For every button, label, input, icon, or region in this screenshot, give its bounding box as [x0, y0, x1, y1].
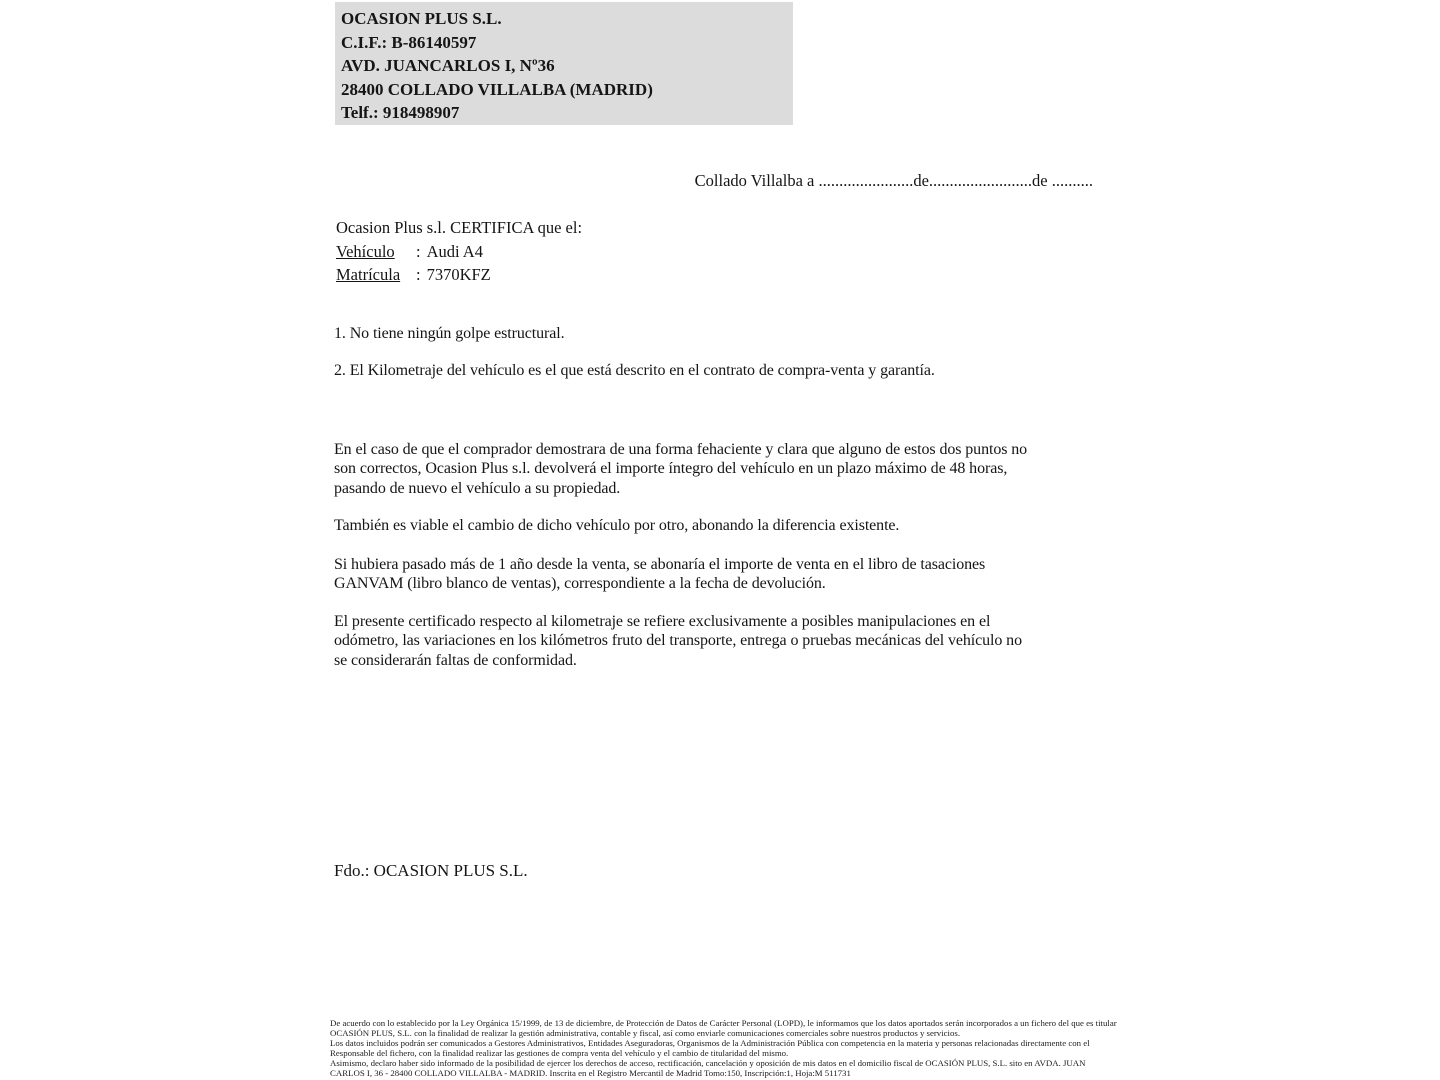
paragraph-line: GANVAM (libro blanco de ventas), correspondiente a la fecha de devolución.	[334, 575, 826, 593]
company-phone: Telf.: 918498907	[341, 103, 460, 123]
paragraph-line: En el caso de que el comprador demostrara de una forma fehaciente y clara que alguno de estos dos puntos no	[334, 441, 1028, 458]
legal-footer-line: Asimismo, declaro haber sido informado de la posibilidad de ejercer los derechos de acceso, rectificación, cancelación y oposición de mis datos en el domicilio fiscal de OCASIÓN PLUS, S.L. sito en AVDA. JUAN	[330, 1057, 1086, 1068]
plate-field-label: Matrícula	[336, 265, 401, 285]
legal-footer-line: Los datos incluidos podrán ser comunicados a Gestores Administrativos, Entidades Aseguradoras, Organismos de la Administración Pública con competencia en la materia y personas relacionadas directamente con el	[330, 1037, 1090, 1048]
certification-block	[336, 216, 582, 287]
vehicle-field-row	[336, 240, 582, 264]
company-name: OCASION PLUS S.L.	[341, 9, 502, 28]
paragraph-line: se considerarán faltas de conformidad.	[334, 651, 577, 669]
paragraph-exchange-option	[334, 516, 899, 535]
paragraph-line: son correctos, Ocasion Plus s.l. devolverá el importe íntegro del vehículo en un plazo máximo de 48 horas,	[334, 460, 1008, 478]
vehicle-field-separator: :	[416, 241, 421, 261]
signature-line: Fdo.: OCASION PLUS S.L.	[334, 861, 528, 880]
paragraph-line: También es viable el cambio de dicho vehículo por otro, abonando la diferencia existente.	[334, 517, 900, 534]
paragraph-refund-policy	[334, 440, 1027, 498]
company-address: AVD. JUANCARLOS I, Nº36	[341, 56, 555, 76]
paragraph-line: El presente certificado respecto al kilometraje se refiere exclusivamente a posibles manipulaciones en el	[334, 613, 991, 630]
paragraph-odometer-disclaimer	[334, 612, 1022, 670]
legal-footer-line: Responsable del fichero, con la finalidad realizar las gestiones de compra venta del vehículo y el cambio de titularidad del mismo.	[330, 1047, 789, 1058]
date-line: Collado Villalba a .......................de.........................de ..........	[694, 171, 1093, 190]
certification-point-1: 1. No tiene ningún golpe estructural.	[334, 325, 565, 342]
paragraph-line: Si hubiera pasado más de 1 año desde la venta, se abonaría el importe de venta en el libro de tasaciones	[334, 556, 986, 573]
paragraph-line: odómetro, las variaciones en los kilómetros fruto del transporte, entrega o pruebas mecánicas del vehículo no	[334, 632, 1022, 650]
vehicle-field-value: Audi A4	[426, 241, 483, 261]
plate-field-separator: :	[416, 265, 421, 285]
legal-footer-line: OCASIÓN PLUS, S.L. con la finalidad de realizar la gestión administrativa, contable y fiscal, así como enviarle comunicaciones comerciales sobre nuestros productos y servicios.	[330, 1027, 961, 1038]
plate-field-value: 7370KFZ	[426, 265, 491, 285]
company-city: 28400 COLLADO VILLALBA (MADRID)	[341, 79, 653, 99]
certification-point-2: 2. El Kilometraje del vehículo es el que está descrito en el contrato de compra-venta y garantía.	[334, 362, 935, 379]
certification-intro: Ocasion Plus s.l. CERTIFICA que el:	[336, 218, 583, 237]
vehicle-field-label: Vehículo	[336, 241, 395, 261]
plate-field-row	[336, 263, 582, 287]
company-cif: C.I.F.: B-86140597	[341, 32, 477, 52]
legal-footer-line: De acuerdo con lo establecido por la Ley Orgánica 15/1999, de 13 de diciembre, de Protección de Datos de Carácter Personal (LOPD), le informamos que los datos aportados serán incorporados a un fichero del que es titular	[330, 1018, 1117, 1028]
legal-footer-line: CARLOS I, 36 - 28400 COLLADO VILLALBA - MADRID. Inscrita en el Registro Mercantil de Madrid Tomo:150, Inscripción:1, Hoja:M 511731	[330, 1067, 851, 1078]
paragraph-ganvam-valuation	[334, 555, 985, 594]
legal-footer	[330, 1019, 1117, 1078]
company-header-box	[335, 2, 793, 125]
paragraph-line: pasando de nuevo el vehículo a su propiedad.	[334, 479, 621, 497]
